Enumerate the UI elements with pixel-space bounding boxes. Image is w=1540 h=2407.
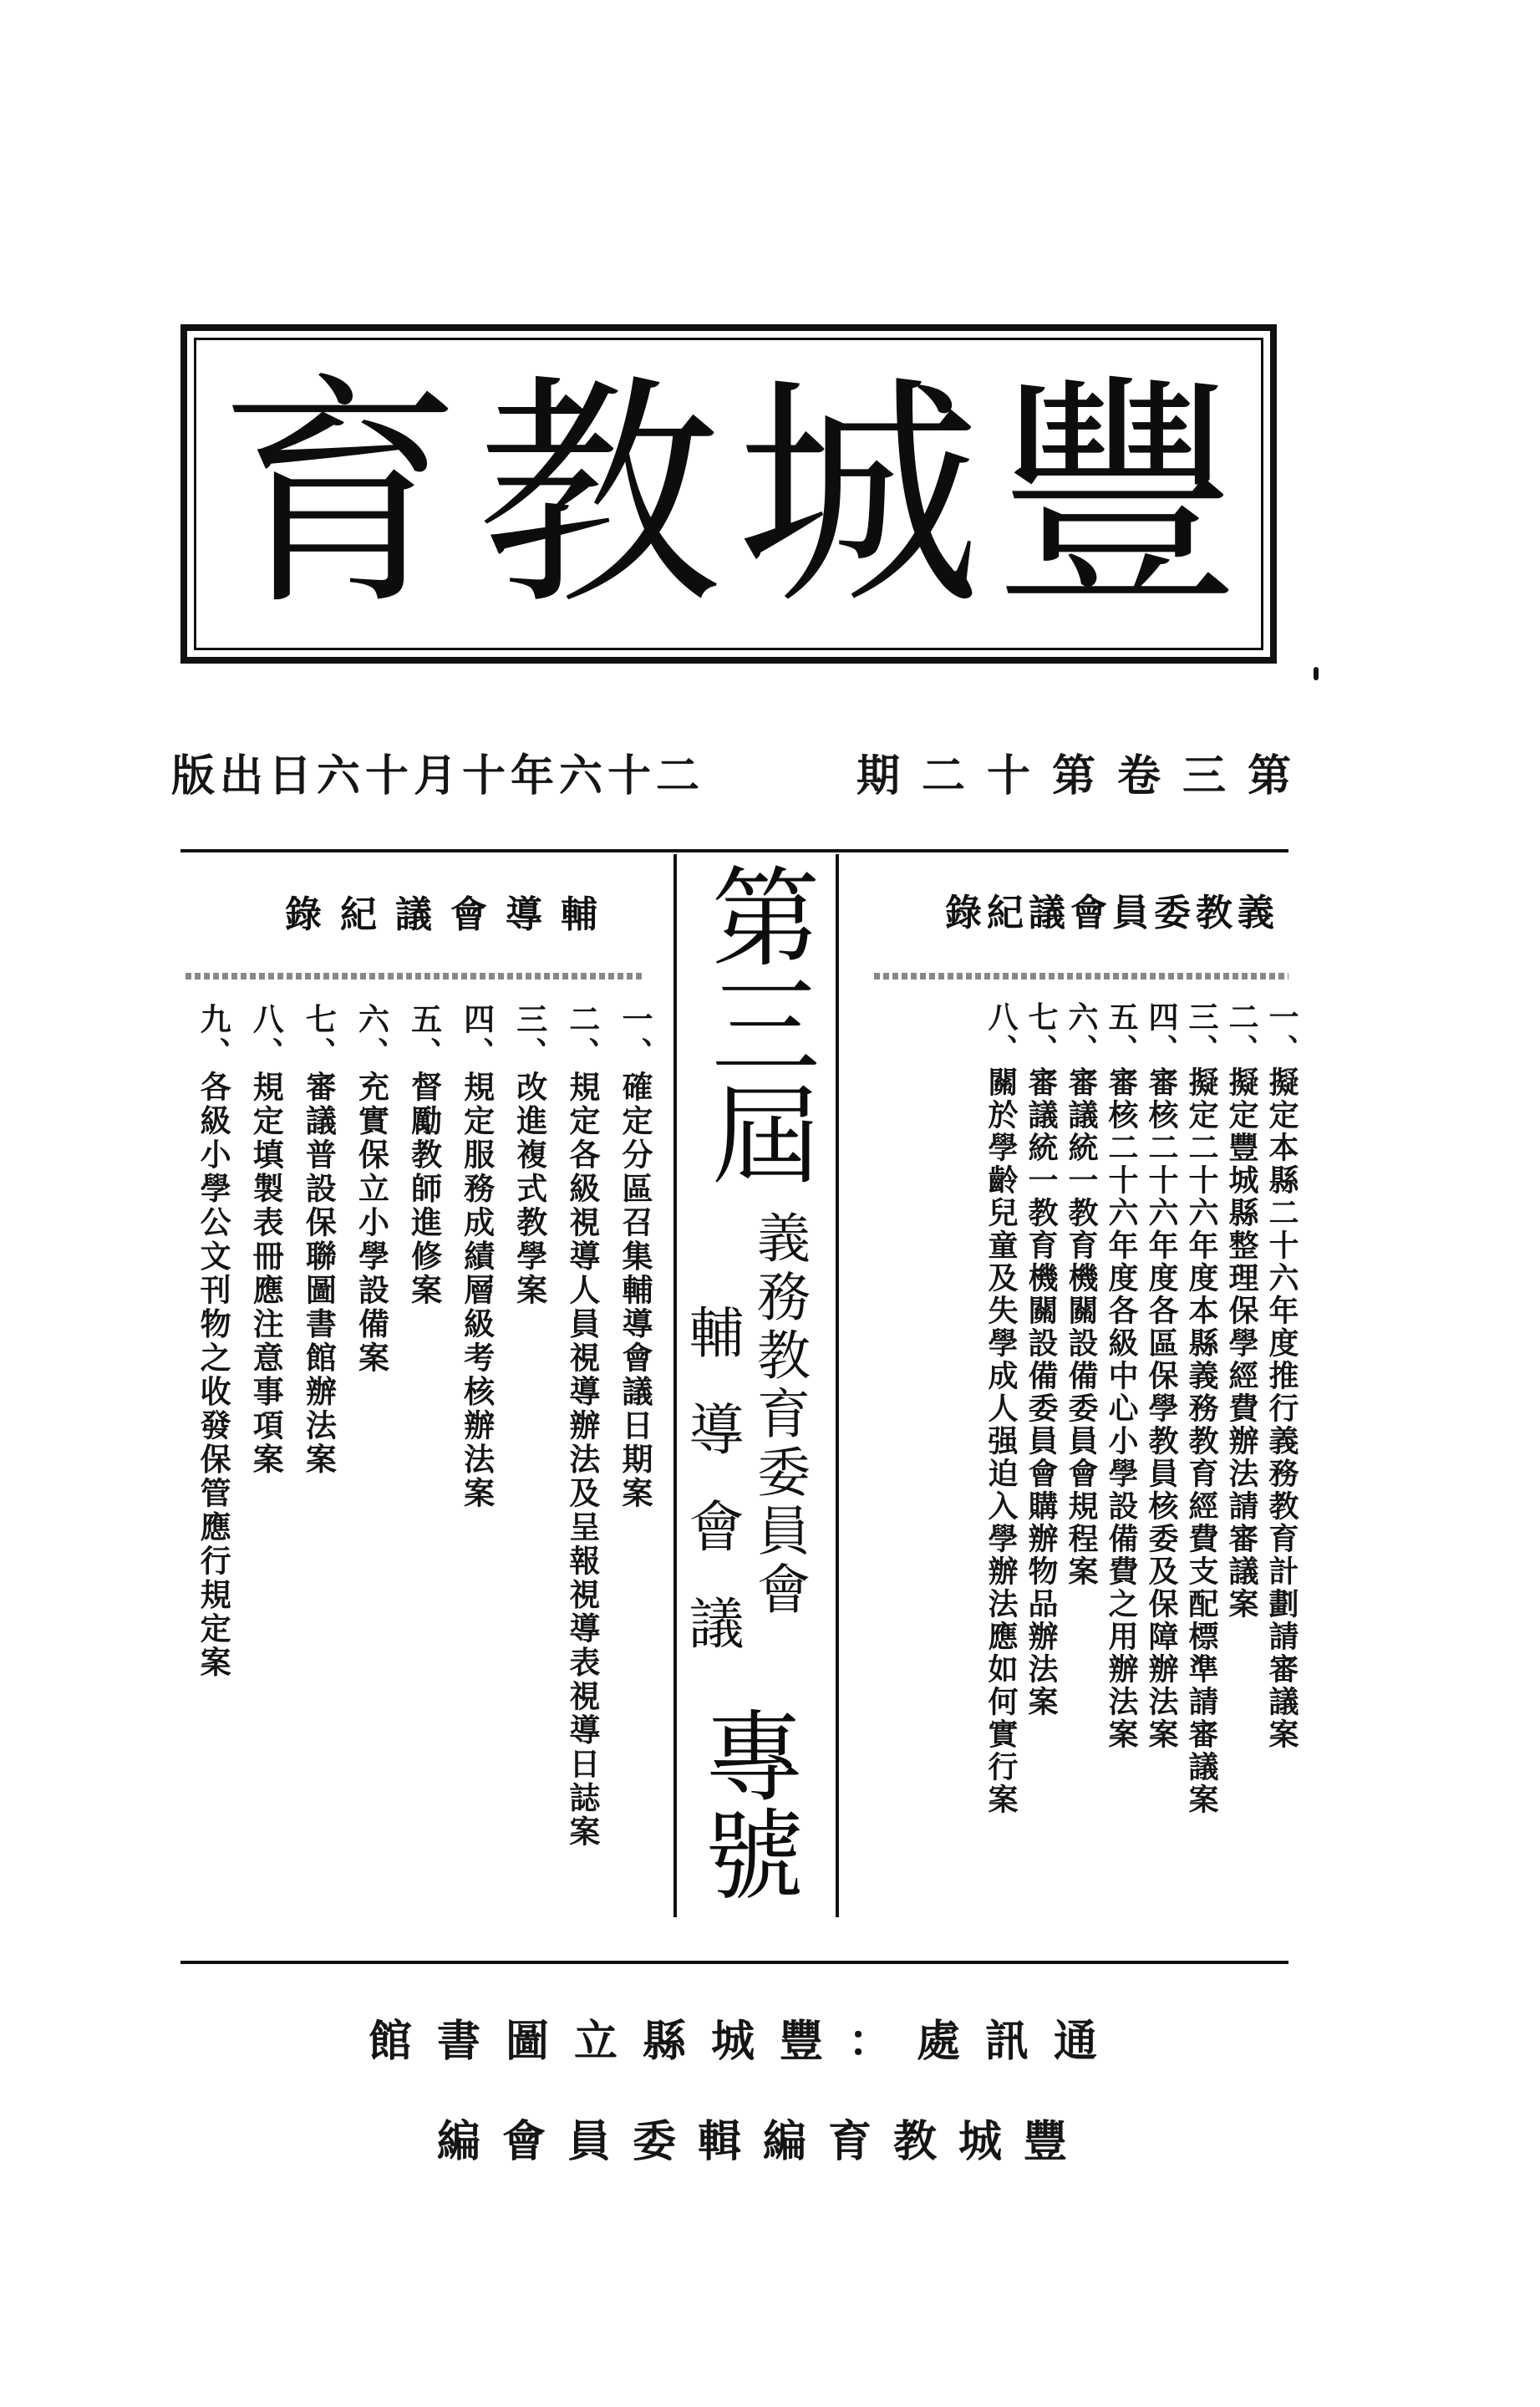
- committee-name: 義務教育委員會: [748, 1210, 810, 1620]
- left-item: 七、審議普設保聯圖書館辦法案: [300, 1003, 338, 1477]
- session-number-title: 第三屆: [694, 861, 821, 1187]
- left-item: 八、規定填製表冊應注意事項案: [247, 1003, 285, 1477]
- special-issue-label: 專號: [688, 1705, 804, 1902]
- left-item: 六、充實保立小學設備案: [353, 1003, 390, 1376]
- footer-editor: 豐城教育編輯委員會編: [436, 2116, 1089, 2167]
- masthead-char-3: 教: [477, 354, 721, 638]
- masthead-frame: [180, 324, 1277, 664]
- left-item: 一、確定分區召集輔導會議日期案: [617, 1003, 653, 1511]
- masthead-title: [187, 341, 1270, 650]
- footer-address: 通訊處：豐城縣立圖書館: [368, 2016, 1122, 2067]
- left-section-title: 輔導會議紀錄: [285, 893, 616, 936]
- center-right-rule: [836, 854, 839, 1917]
- center-left-rule: [673, 854, 677, 1917]
- left-wavy-divider: [186, 973, 643, 980]
- right-item: 二、擬定豐城縣整理保學經費辦法請審議案: [1224, 1001, 1259, 1621]
- right-section-items: [869, 1001, 1297, 1904]
- masthead-char-4: 育: [218, 354, 462, 638]
- ink-speck: [1314, 667, 1319, 680]
- bottom-rule: [180, 1961, 1288, 1964]
- right-item: 一、擬定本縣二十六年度推行義務教育計劃請審議案: [1264, 1001, 1299, 1751]
- right-item: 七、審議統一教育機關設備委員會購辦物品辦法案: [1024, 1001, 1059, 1718]
- left-section-items: [175, 1003, 653, 1914]
- left-item: 三、改進複式教學案: [511, 1003, 548, 1308]
- masthead-char-2: 城: [736, 354, 980, 638]
- right-item: 五、審核二十六年度各級中心小學設備費之用辦法案: [1104, 1001, 1139, 1751]
- right-section-title: 義教委員會議紀錄: [945, 892, 1279, 934]
- right-item: 三、擬定二十六年度本縣義務教育經費支配標準請審議案: [1184, 1001, 1219, 1816]
- top-rule: [180, 849, 1288, 852]
- issue-volume-number: 第三卷第十二期: [856, 751, 1313, 801]
- right-item: 八、關於學齡兒童及失學成人强迫入學辦法應如何實行案: [983, 1001, 1019, 1816]
- right-item: 六、審議統一教育機關設備委員會規程案: [1064, 1001, 1099, 1588]
- right-wavy-divider: [874, 973, 1288, 980]
- issue-date: 二十六年十月十六日出版: [170, 751, 704, 801]
- left-item: 五、督勵教師進修案: [405, 1003, 443, 1308]
- meeting-name: 輔導會議: [679, 1304, 744, 1692]
- left-item: 二、規定各級視導人員視導辦法及呈報視導表視導日誌案: [563, 1003, 601, 1850]
- left-item: 九、各級小學公文刊物之收發保管應行規定案: [195, 1003, 232, 1680]
- right-item: 四、審核二十六年度各區保學教員核委及保障辦法案: [1144, 1001, 1179, 1751]
- masthead-char-1: 豐: [995, 354, 1239, 638]
- left-item: 四、規定服務成績層級考核辦法案: [458, 1003, 496, 1511]
